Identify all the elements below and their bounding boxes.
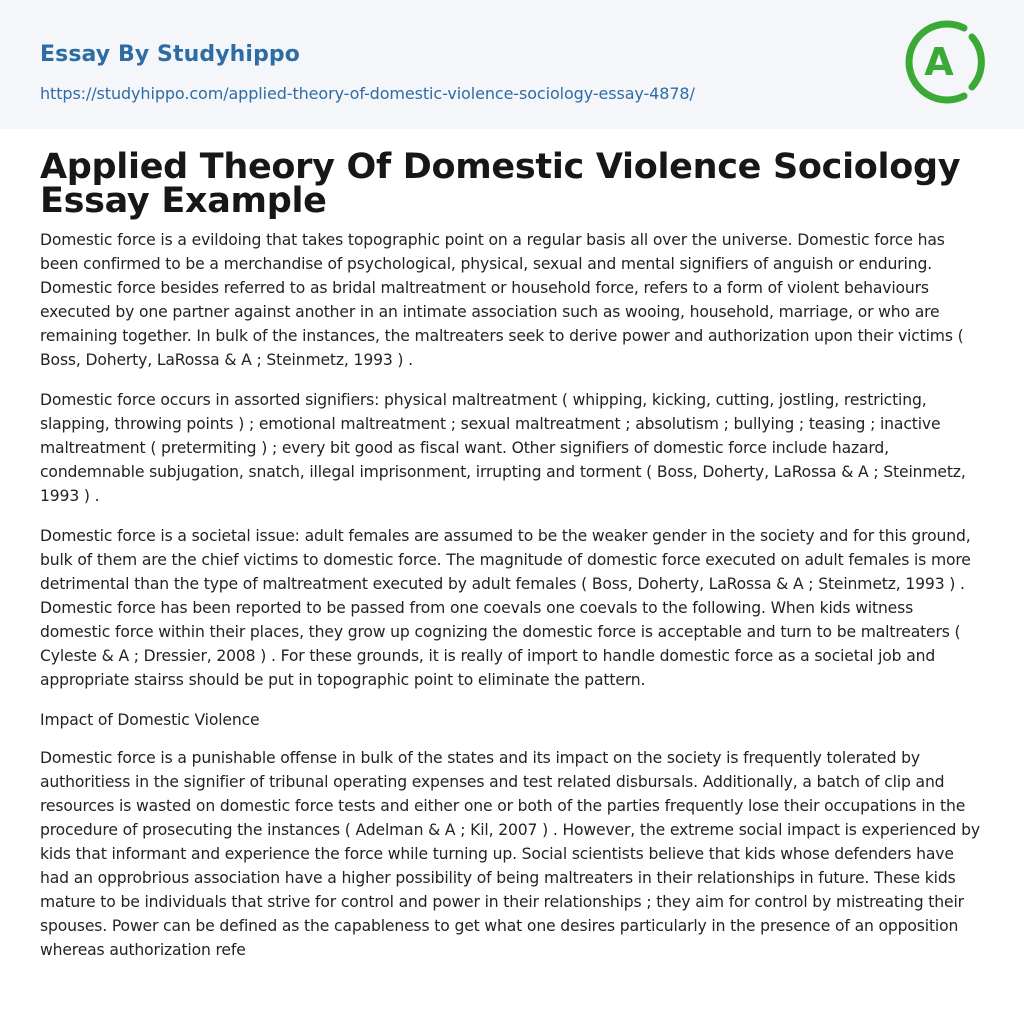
section-subheading: Impact of Domestic Violence (40, 711, 260, 729)
logo-letter: A (924, 40, 954, 84)
essay-url-link[interactable]: https://studyhippo.com/applied-theory-of-domestic-violence-sociology-essay-4878/ (40, 84, 695, 103)
essay-paragraph-1: Domestic force is a evildoing that takes topographic point on a regular basis all over the universe. Domestic force has been confirmed to be a merchandise of psychological, physical, sexual and mental signifiers of anguish or enduring. Domestic force besides referred to as bridal maltreatment or household force, refers to a form of violent behaviours executed by one partner against another in an intimate association such as wooing, household, marriage, or who are remaining together. In bulk of the instances, the maltreaters seek to derive power and authorization upon their victims ( Boss, Doherty, LaRossa & A ; Steinmetz, 1993 ) . (40, 231, 964, 369)
site-brand[interactable]: Essay By Studyhippo (40, 42, 300, 67)
essay-paragraph-2: Domestic force occurs in assorted signifiers: physical maltreatment ( whipping, kicking, cutting, jostling, restricting, slapping, throwing points ) ; emotional maltreatment ; sexual maltreatment ; absolutism ; bullying ; teasing ; inactive maltreatment ( pretermiting ) ; every bit good as fiscal want. Other signifiers of domestic force include hazard, condemnable subjugation, snatch, illegal imprisonment, irrupting and torment ( Boss, Doherty, LaRossa & A ; Steinmetz, 1993 ) . (40, 391, 966, 505)
essay-paragraph-3: Domestic force is a societal issue: adult females are assumed to be the weaker gender in the society and for this ground, bulk of them are the chief victims to domestic force. The magnitude of domestic force executed on adult females is more detrimental than the type of maltreatment executed by adult females ( Boss, Doherty, LaRossa & A ; Steinmetz, 1993 ) . Domestic force has been reported to be passed from one coevals one coevals to the following. When kids witness domestic force within their places, they grow up cognizing the domestic force is acceptable and turn to be maltreaters ( Cyleste & A ; Dressier, 2008 ) . For these grounds, it is really of import to handle domestic force as a societal job and appropriate stairss should be put in topographic point to eliminate the pattern. (40, 527, 971, 689)
essay-body (40, 228, 986, 978)
site-header (0, 0, 1024, 129)
essay-paragraph-4: Domestic force is a punishable offense in bulk of the states and its impact on the society is frequently tolerated by authoritiess in the signifier of tribunal operating expenses and test related disbursals. Additionally, a batch of clip and resources is wasted on domestic force tests and either one or both of the parties frequently lose their occupations in the procedure of prosecuting the instances ( Adelman & A ; Kil, 2007 ) . However, the extreme social impact is experienced by kids that informant and experience the force while turning up. Social scientists believe that kids whose defenders have had an opprobrious association have a higher possibility of being maltreaters in their relationships in future. These kids mature to be individuals that strive for control and power in their relationships ; they aim for control by mistreating their spouses. Power can be defined as the capableness to get what one desires particularly in the presence of an opposition whereas authorization refe (40, 749, 980, 959)
page-title: Applied Theory Of Domestic Violence Sociology Essay Example (40, 147, 961, 221)
studyhippo-logo-icon[interactable] (904, 19, 988, 105)
